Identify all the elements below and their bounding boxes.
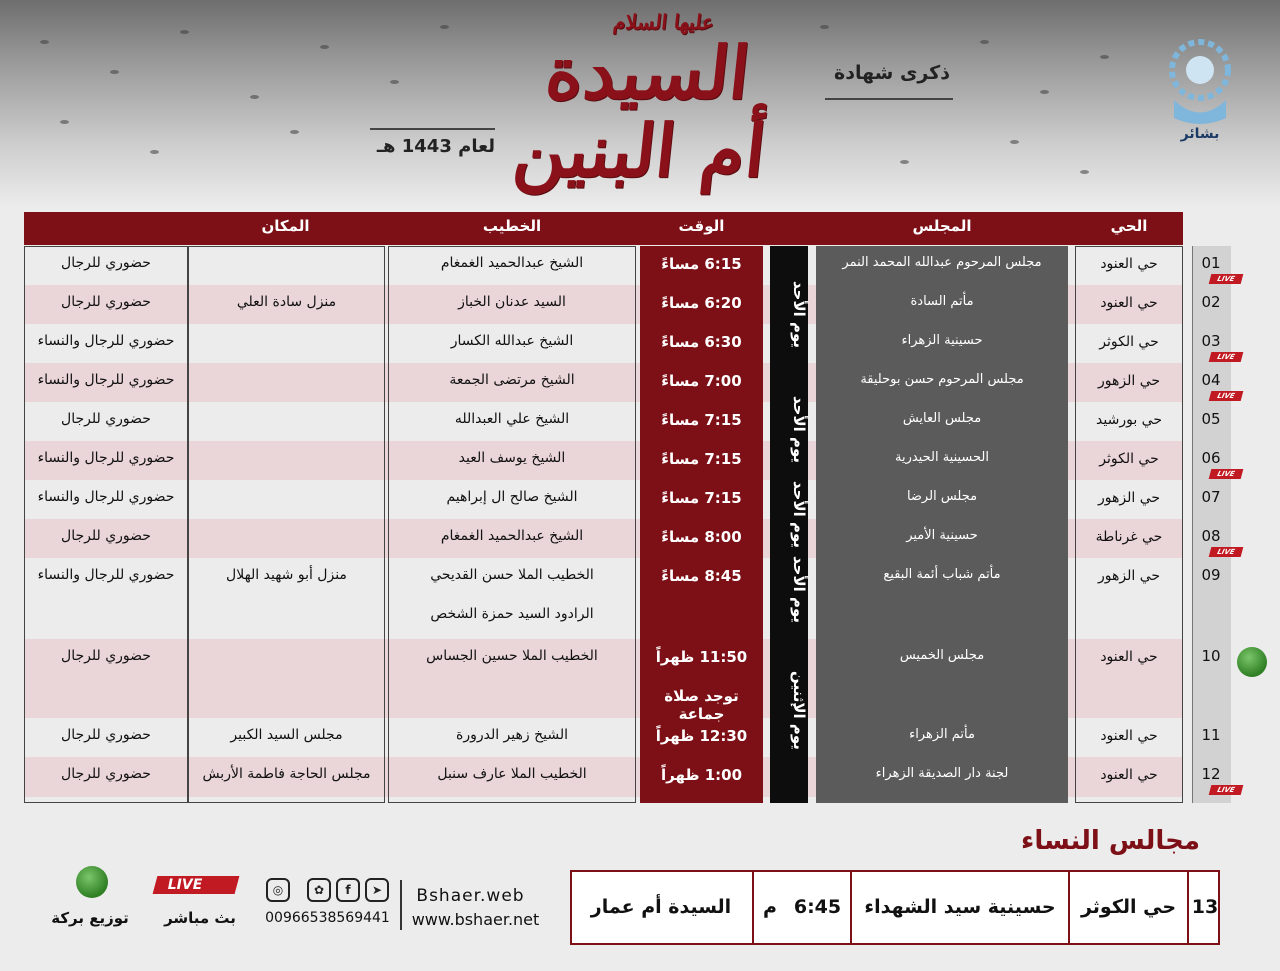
women-hay: حي الكوثر [1080, 896, 1177, 918]
row-number: 03 [1201, 332, 1221, 350]
women-time-suffix: م [763, 896, 777, 918]
row-majlis: لجنة دار الصديقة الزهراء [875, 766, 1009, 781]
women-separator [752, 872, 754, 943]
row-hay: حي العنود [1100, 256, 1158, 272]
majlis-column [816, 246, 1068, 803]
row-time: 1:00 ظهراً [660, 766, 743, 784]
row-number: 02 [1201, 293, 1221, 311]
row-time: 7:15 مساءً [661, 450, 742, 468]
row-hay: حي الزهور [1097, 490, 1161, 506]
snapchat-icon[interactable]: ✿ [307, 878, 331, 902]
row-place: منزل أبو شهيد الهلال [226, 567, 347, 583]
row-khatib: الخطيب الملا حسن القديحي [430, 567, 594, 583]
khatib-column [388, 246, 636, 803]
row-khatib: الخطيب الملا حسين الجساس [426, 648, 598, 664]
row-number: 05 [1201, 410, 1221, 428]
women-section-title: مجالس النساء [1021, 826, 1200, 856]
subtitle-divider [825, 98, 953, 100]
row-attendance: حضوري للرجال والنساء [37, 372, 175, 388]
row-majlis: مجلس المرحوم حسن بوحليقة [860, 372, 1024, 387]
logo-text: بشائر [1180, 126, 1220, 142]
row-majlis: مأتم شباب أئمة البقيع [883, 567, 1001, 582]
row-place: مجلس السيد الكبير [230, 727, 343, 743]
row-attendance: حضوري للرجال [61, 255, 151, 271]
row-hay: حي الزهور [1097, 568, 1161, 584]
day-label-sunday: يوم الأحد [790, 556, 808, 624]
row-majlis: مجلس المرحوم عبدالله المحمد النمر [842, 255, 1042, 270]
row-khatib: الخطيب الملا عارف سنبل [437, 766, 587, 782]
row-attendance: حضوري للرجال [61, 766, 151, 782]
baraka-label: توزيع بركة [51, 909, 129, 927]
row-time: 8:45 مساءً [661, 567, 742, 585]
live-badge-icon[interactable]: LIVE [1209, 785, 1244, 795]
live-badge-icon[interactable]: LIVE [1209, 352, 1244, 362]
row-place: منزل سادة العلي [236, 294, 337, 310]
row-time: 7:15 مساءً [661, 411, 742, 429]
row-hay: حي العنود [1100, 728, 1158, 744]
year-divider [370, 128, 495, 130]
row-time: 8:00 مساءً [661, 528, 742, 546]
row-number: 08 [1201, 527, 1221, 545]
live-label: بث مباشر [164, 909, 236, 927]
green-dot-icon [1237, 647, 1267, 677]
row-khatib: الشيخ عبدالحميد الغمغام [440, 255, 584, 271]
row-hay: حي بورشيد [1096, 412, 1162, 428]
attend-column [24, 246, 188, 803]
col-majlis-label: المجلس [912, 217, 972, 235]
row-number: 04 [1201, 371, 1221, 389]
row-time: 6:30 مساءً [661, 333, 742, 351]
footer-site: Bshaer.web [416, 886, 525, 906]
calligraphy-blessing: عليها السلام [611, 10, 716, 34]
day-label-sunday: يوم الأحد [790, 281, 808, 349]
row-attendance: حضوري للرجال [61, 648, 151, 664]
facebook-icon[interactable]: f [336, 878, 360, 902]
row-majlis: الحسينية الحيدرية [894, 450, 989, 465]
baraka-icon [76, 866, 108, 898]
row-place: مجلس الحاجة فاطمة الأربش [202, 766, 371, 782]
hay-column [1075, 246, 1183, 803]
row-time: 6:20 مساءً [661, 294, 742, 312]
row-attendance: حضوري للرجال والنساء [37, 333, 175, 349]
women-majlis: حسينية سيد الشهداء [864, 896, 1056, 918]
instagram-icon[interactable]: ◎ [266, 878, 290, 902]
telegram-icon[interactable]: ➤ [365, 878, 389, 902]
row-hay: حي الكوثر [1099, 451, 1159, 467]
women-separator [1187, 872, 1189, 943]
footer-url[interactable]: www.bshaer.net [411, 910, 540, 929]
row-khatib: الشيخ علي العبدالله [454, 411, 570, 427]
row-majlis: مجلس العايش [902, 411, 982, 426]
row-majlis: مأتم الزهراء [909, 727, 975, 742]
row-khatib: السيد عدنان الخباز [458, 294, 566, 310]
live-badge-icon[interactable]: LIVE [1209, 469, 1244, 479]
row-attendance: حضوري للرجال [61, 727, 151, 743]
row-khatib: الشيخ يوسف العيد [458, 450, 566, 466]
row-number: 07 [1201, 488, 1221, 506]
live-badge-text: LIVE [167, 877, 203, 893]
row-khatib-secondary: الرادود السيد حمزة الشخص [430, 606, 594, 622]
row-majlis: حسينية الأمير [906, 528, 978, 543]
row-hay: حي الزهور [1097, 373, 1161, 389]
row-khatib: الشيخ مرتضى الجمعة [449, 372, 575, 388]
women-num: 13 [1191, 896, 1219, 918]
col-hay-label: الحي [1110, 217, 1148, 235]
row-majlis: مأتم السادة [910, 294, 974, 309]
row-majlis: حسينية الزهراء [901, 333, 983, 348]
live-badge-icon[interactable]: LIVE [1209, 274, 1244, 284]
row-khatib: الشيخ عبدالحميد الغمغام [440, 528, 584, 544]
row-number: 09 [1201, 566, 1221, 584]
row-hay: حي غرناطة [1095, 529, 1163, 545]
row-time: 7:00 مساءً [661, 372, 742, 390]
row-number: 11 [1201, 726, 1221, 744]
page-subtitle: ذكرى شهادة [834, 62, 950, 84]
row-majlis: مجلس الرضا [906, 489, 978, 504]
row-attendance: حضوري للرجال [61, 294, 151, 310]
row-khatib: الشيخ عبدالله الكسار [450, 333, 574, 349]
row-number: 01 [1201, 254, 1221, 272]
row-hay: حي العنود [1100, 295, 1158, 311]
row-hay: حي الكوثر [1099, 334, 1159, 350]
row-number: 10 [1201, 647, 1221, 665]
row-attendance: حضوري للرجال والنساء [37, 567, 175, 583]
women-khatib: السيدة أم عمار [590, 896, 732, 918]
row-attendance: حضوري للرجال [61, 411, 151, 427]
footer-divider [400, 880, 402, 930]
live-badge-icon[interactable]: LIVE [1209, 391, 1244, 401]
year-label: لعام 1443 هـ [376, 136, 495, 157]
row-time: 6:15 مساءً [661, 255, 742, 273]
row-number: 06 [1201, 449, 1221, 467]
row-attendance: حضوري للرجال والنساء [37, 489, 175, 505]
day-label-sunday: يوم الأحد [790, 481, 808, 549]
number-column [1192, 246, 1231, 803]
row-attendance: حضوري للرجال [61, 528, 151, 544]
row-time: 12:30 ظهراً [655, 727, 748, 745]
row-khatib: الشيخ صالح ال إبراهيم [446, 489, 578, 505]
footer-phone: 00966538569441 [265, 910, 390, 926]
row-attendance: حضوري للرجال والنساء [37, 450, 175, 466]
row-time-note: توجد صلاة جماعة [664, 687, 739, 723]
row-hay: حي العنود [1100, 767, 1158, 783]
col-place-label: المكان [261, 217, 310, 235]
row-number: 12 [1201, 765, 1221, 783]
col-time-label: الوقت [678, 217, 725, 235]
women-time: 6:45 [793, 896, 842, 918]
day-label-monday: يوم الإثنين [790, 670, 808, 750]
row-time: 11:50 ظهراً [655, 648, 748, 666]
place-column [188, 246, 385, 803]
day-label-sunday: يوم الأحد [790, 396, 808, 464]
live-badge-icon[interactable]: LIVE [1209, 547, 1244, 557]
calligraphy-title: عليها السلام السيدة أم البنين [496, 10, 795, 190]
col-khatib-label: الخطيب [482, 217, 542, 235]
row-hay: حي العنود [1100, 649, 1158, 665]
row-khatib: الشيخ زهير الدرورة [455, 727, 569, 743]
row-time: 7:15 مساءً [661, 489, 742, 507]
row-majlis: مجلس الخميس [899, 648, 985, 663]
